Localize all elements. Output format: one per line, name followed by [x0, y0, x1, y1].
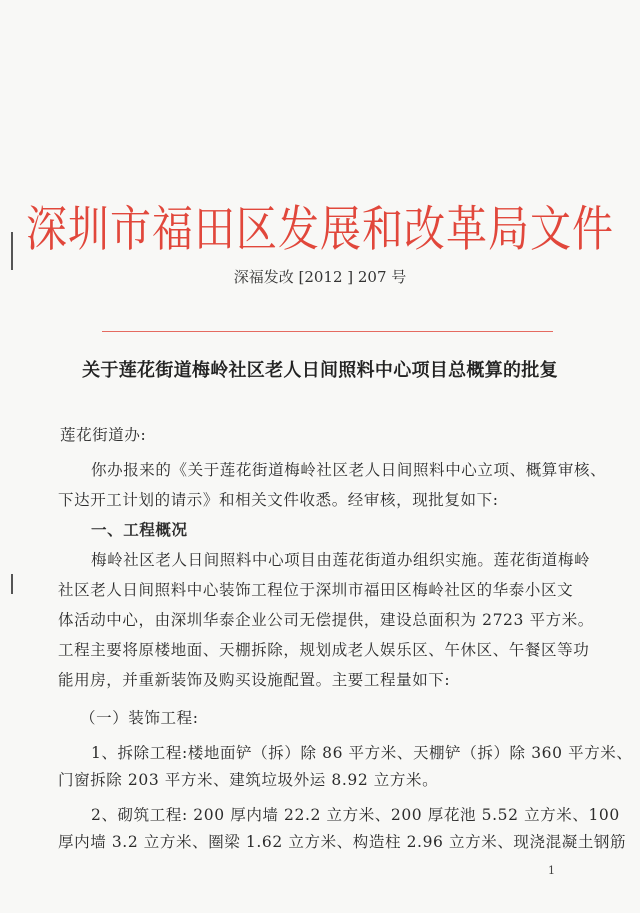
body-line: 门窗拆除 203 平方米、建筑垃圾外运 8.92 立方米。: [58, 771, 439, 789]
page-number: 1: [548, 864, 555, 877]
body-line: 能用房，并重新装饰及购买设施配置。主要工程量如下:: [58, 671, 451, 689]
body-line: 厚内墙 3.2 立方米、圈梁 1.62 立方米、构造柱 2.96 立方米、现浇混凝土钢筋: [58, 833, 627, 851]
body-line: 社区老人日间照料中心装饰工程位于深圳市福田区梅岭社区的华泰小区文: [58, 581, 574, 599]
body-line: 下达开工计划的请示》和相关文件收悉。经审核，现批复如下:: [58, 491, 499, 509]
body-line: 1、拆除工程:楼地面铲（拆）除 86 平方米、天棚铲（拆）除 360 平方米、: [91, 744, 633, 762]
scan-artifact-mark: [11, 574, 13, 594]
red-divider-line: [102, 331, 553, 332]
body-line: 工程主要将原楼地面、天棚拆除，规划成老人娱乐区、午休区、午餐区等功: [58, 641, 590, 659]
document-title: 关于莲花街道梅岭社区老人日间照料中心项目总概算的批复: [82, 360, 558, 381]
body-line: 2、砌筑工程: 200 厚内墙 22.2 立方米、200 厚花池 5.52 立方米、100: [91, 806, 620, 824]
recipient-line: 莲花街道办:: [60, 426, 147, 444]
document-number: 深福发改 [2012 ] 207 号: [233, 268, 407, 286]
body-line: 体活动中心，由深圳华泰企业公司无偿提供，建设总面积为 2723 平方米。: [58, 611, 594, 629]
subsection-heading: （一）装饰工程:: [80, 709, 199, 727]
agency-header-title: 深圳市福田区发展和改革局文件: [26, 200, 614, 258]
section-heading: 一、工程概况: [91, 520, 188, 539]
body-line: 梅岭社区老人日间照料中心项目由莲花街道办组织实施。莲花街道梅岭: [91, 551, 591, 569]
body-line: 你办报来的《关于莲花街道梅岭社区老人日间照料中心立项、概算审核、: [91, 461, 607, 479]
